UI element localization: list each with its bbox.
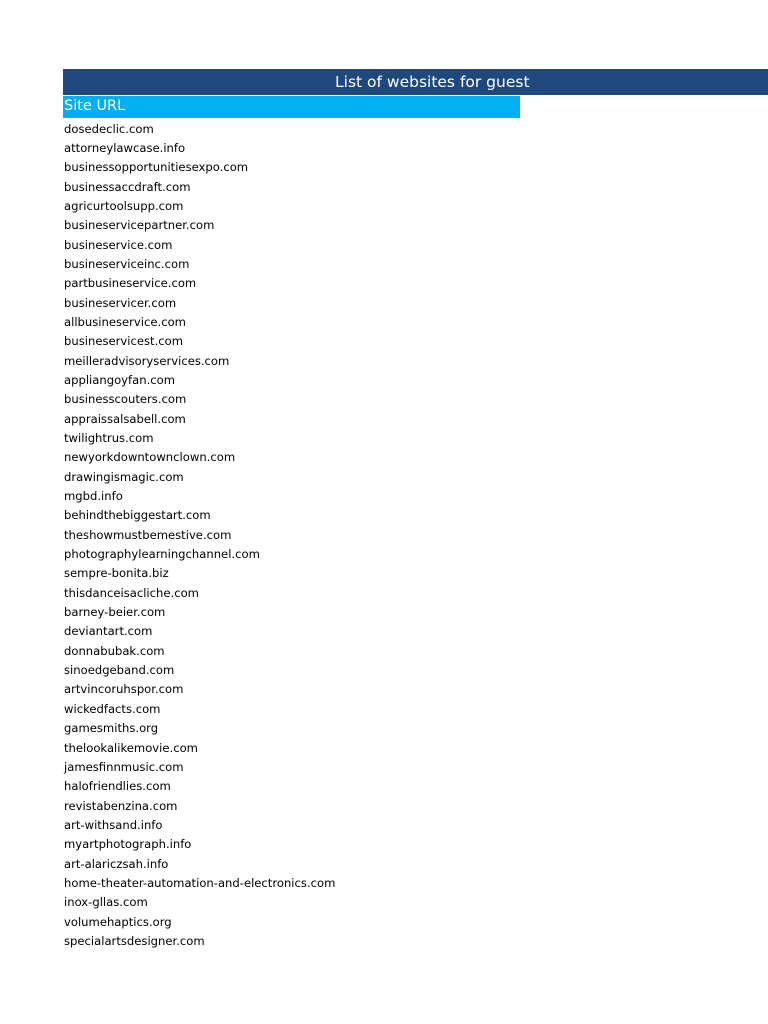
url-list [64,120,335,952]
url-row: art-withsand.info [64,817,163,832]
url-row: theshowmustbemestive.com [64,527,232,542]
url-row: twilightrus.com [64,431,154,445]
title-bar [63,69,768,95]
url-row: art-alariczsah.info [64,856,169,871]
column-header [63,96,520,118]
url-row: home-theater-automation-and-electronics.com [64,875,336,890]
url-row: meilleradvisoryservices.com [64,353,230,368]
url-row: busineservice.com [64,237,173,252]
url-row: jamesfinnmusic.com [64,759,184,774]
url-row: thelookalikemovie.com [64,740,198,755]
url-row: gamesmiths.org [64,721,159,736]
url-row: partbusineservice.com [64,276,197,291]
url-row: newyorkdowntownclown.com [64,450,236,465]
url-row: busineserviceinc.com [64,256,190,271]
url-row: allbusineservice.com [64,314,186,329]
url-row: busineservicer.com [64,295,177,310]
url-row: donnabubak.com [64,643,165,658]
url-row: appliangoyfan.com [64,372,176,387]
url-row: artvincoruhspor.com [64,682,184,697]
url-row: inox-gllas.com [64,895,148,910]
url-row: sinoedgeband.com [64,663,175,678]
url-row: thisdanceisacliche.com [64,585,199,600]
url-row: behindthebiggestart.com [64,508,211,523]
url-row: halofriendlies.com [64,779,171,794]
url-row: busineservicest.com [64,334,184,349]
url-row: revistabenzina.com [64,798,178,813]
url-row: dosedeclic.com [64,121,154,136]
url-row: wickedfacts.com [64,701,161,716]
sheet-title: List of websites for guest [335,73,530,91]
url-row: drawingismagic.com [64,469,184,484]
url-row: businessaccdraft.com [64,179,191,194]
url-row: appraissalsabell.com [64,411,186,426]
url-row: busineservicepartner.com [64,218,215,233]
url-row: agricurtoolsupp.com [64,198,184,213]
url-row: businesscouters.com [64,392,187,407]
url-row: attorneylawcase.info [64,140,186,155]
column-header-label: Site URL [64,98,126,114]
url-row: businessopportunitiesexpo.com [64,160,249,175]
url-row: myartphotograph.info [64,837,192,852]
url-row: sempre-bonita.biz [64,566,169,581]
url-row: specialartsdesigner.com [64,933,205,948]
url-row: volumehaptics.org [64,914,172,929]
url-row: deviantart.com [64,624,153,639]
url-row: mgbd.info [64,489,123,504]
url-row: photographylearningchannel.com [64,547,260,562]
url-row: barney-beier.com [64,605,166,620]
